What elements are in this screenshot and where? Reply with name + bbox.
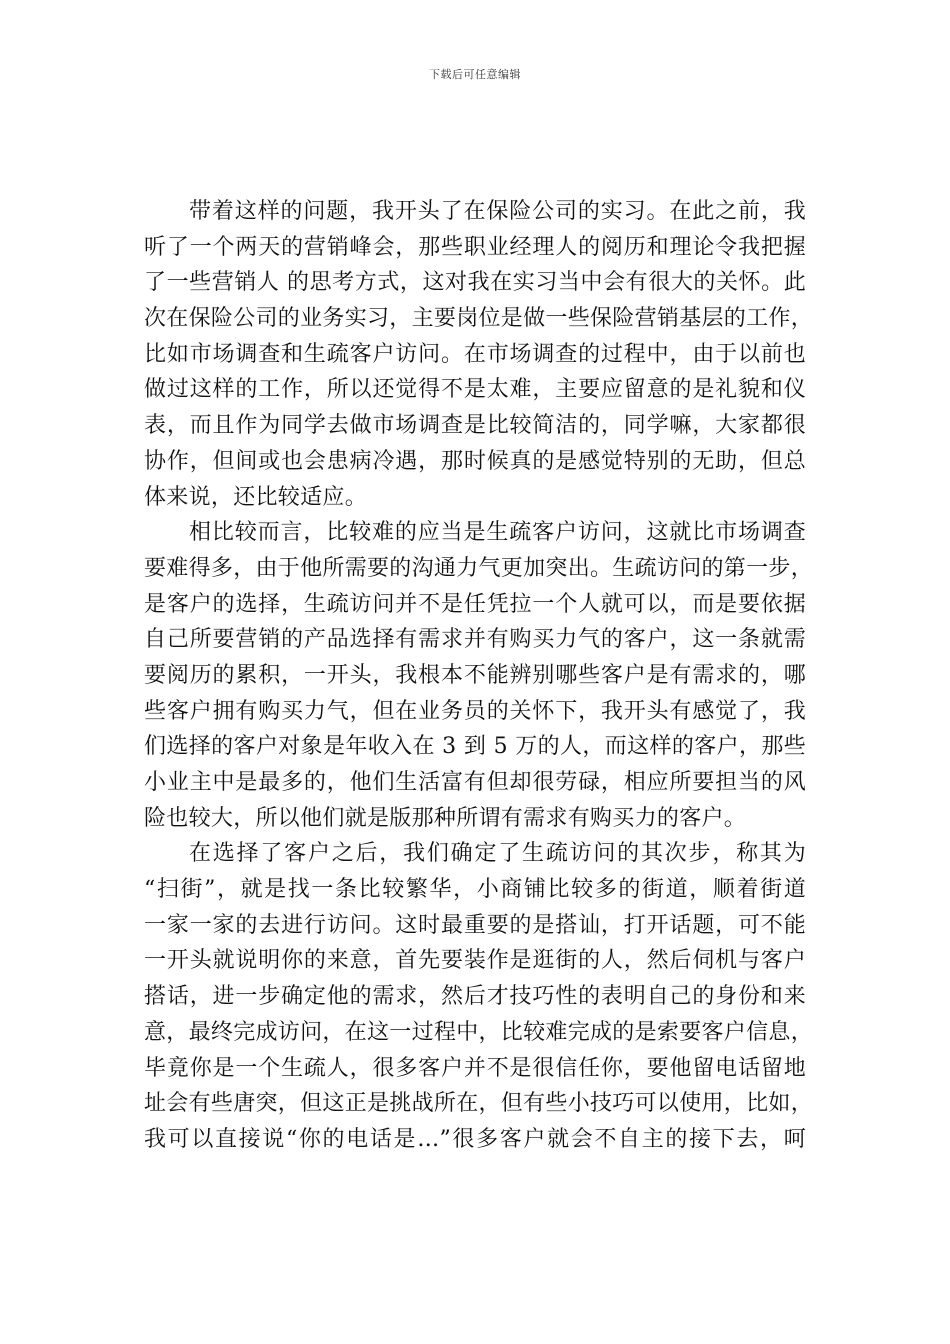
text-line: 一开头就说明你的来意，首先要装作是逛街的人，然后伺机与客户 [144,948,806,974]
text-line: 我可以直接说“你的电话是…”很多客户就会不自主的接下去，呵 [144,1126,806,1152]
text-line: 是客户的选择，生疏访问并不是任凭拉一个人就可以，而是要依据 [144,591,806,617]
text-line: “扫街”，就是找一条比较繁华，小商铺比较多的街道，顺着街道 [144,877,806,903]
page-header: 下载后可任意编辑 [429,68,521,81]
text-line: 相比较而言，比较难的应当是生疏客户访问，这就比市场调查 [189,520,806,546]
text-line: 险也较大，所以他们就是版那种所谓有需求有购买力的客户。 [144,805,747,831]
text-line: 毕竟你是一个生疏人，很多客户并不是很信任你，要他留电话留地 [144,1055,806,1081]
text-line: 了一些营销人 的思考方式，这对我在实习当中会有很大的关怀。此 [144,270,806,296]
text-line: 自己所要营销的产品选择有需求并有购买力气的客户，这一条就需 [144,627,806,653]
text-line: 址会有些唐突，但这正是挑战所在，但有些小技巧可以使用，比如， [144,1091,814,1117]
text-line: 协作，但间或也会患病冷遇，那时候真的是感觉特别的无助，但总 [144,448,806,474]
text-line: 些客户拥有购买力气，但在业务员的关怀下，我开头有感觉了，我 [144,698,806,724]
text-line: 小业主中是最多的，他们生活富有但却很劳碌，相应所要担当的风 [144,770,806,795]
text-line: 比如市场调查和生疏客户访问。在市场调查的过程中，由于以前也 [144,341,806,367]
text-line: 们选择的客户对象是年收入在 3 到 5 万的人，而这样的客户，那些 [144,734,806,760]
paragraph-internship-start [144,194,814,515]
text-line: 次在保险公司的业务实习，主要岗位是做一些保险营销基层的工作， [144,306,814,332]
text-line: 体来说，还比较适应。 [144,484,368,510]
text-line: 带着这样的问题，我开头了在保险公司的实习。在此之前，我 [189,199,806,224]
text-line: 在选择了客户之后，我们确定了生疏访问的其次步，称其为 [189,841,806,867]
text-line: 要阅历的累积，一开头，我根本不能辨别哪些客户是有需求的，哪 [144,662,806,688]
paragraph-street-sweep [144,836,814,1157]
document-body [144,194,814,1158]
text-line: 意，最终完成访问，在这一过程中，比较难完成的是索要客户信息， [144,1019,814,1045]
text-line: 要难得多，由于他所需要的沟通力气更加突出。生疏访问的第一步， [144,555,814,581]
paragraph-cold-visits [144,515,814,836]
text-line: 表，而且作为同学去做市场调查是比较简洁的，同学嘛，大家都很 [144,413,806,439]
text-line: 听了一个两天的营销峰会，那些职业经理人的阅历和理论令我把握 [144,234,806,260]
text-line: 做过这样的工作，所以还觉得不是太难，主要应留意的是礼貌和仪 [144,377,806,403]
text-line: 一家一家的去进行访问。这时最重要的是搭讪，打开话题，可不能 [144,912,806,938]
text-line: 搭话，进一步确定他的需求，然后才技巧性的表明自己的身份和来 [144,984,806,1010]
